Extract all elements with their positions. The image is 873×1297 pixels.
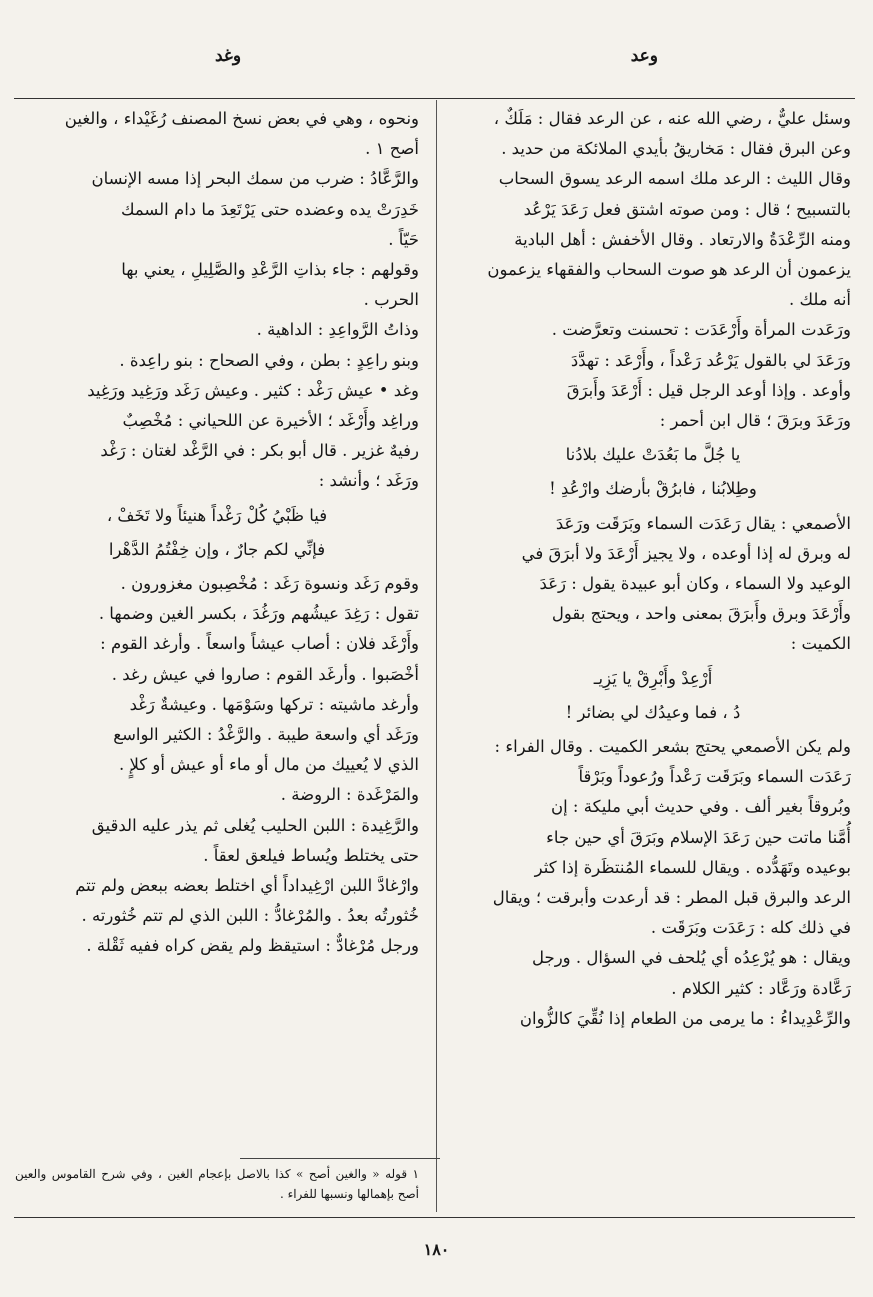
verse-line: فإنِّي لكم جارٌ ، وإن خِفْتُمُ الدَّهْرا xyxy=(108,539,326,559)
left-line: وبنو راعِدٍ : بطن ، وفي الصحاح : بنو راعِدة . xyxy=(119,350,419,370)
footnote: ١ قوله « والغين أصح » كذا بالاصل بإعجام الغين ، وفي شرح القاموس والعين أصح بإهمالها ونسبها للفراء . xyxy=(15,1167,419,1201)
verse-line: أَرْعِدْ وأَبْرِقْ يا يَزِيـ xyxy=(593,668,713,688)
left-line: والرَّغِيدة : اللبن الحليب يُغلى ثم يذر عليه الدقيق xyxy=(91,815,419,835)
left-line: وأرغد ماشيته : تركها وسَوْمَها . وعيشةٌ رَغْد xyxy=(129,694,419,714)
right-line: الكميت : xyxy=(790,634,851,654)
left-line: أخْصَبوا . وأرغَد القوم : صاروا في عيش رغد . xyxy=(111,664,419,684)
left-line: ورجل مُرْغادٌّ : استيقظ ولم يقض كراه ففيه ثَقْلة . xyxy=(86,936,419,956)
verse-line: دُ ، فما وعيدُك لي بضائر ! xyxy=(565,702,741,722)
left-line: الحرب . xyxy=(363,290,419,310)
right-line: بالتسبيح ؛ قال : ومن صوته اشتق فعل رَعَدَ يَرْعُد xyxy=(523,199,851,219)
right-line: وسئل عليٌّ ، رضي الله عنه ، عن الرعد فقال : مَلَكٌ ، xyxy=(493,109,851,128)
right-line: الأصمعي : يقال رَعَدَت السماء وبَرَقَت ورَعَدَ xyxy=(555,513,851,533)
left-line: والمَرْغَدة : الروضة . xyxy=(280,785,419,805)
right-line: له وبرق له إذا أوعده ، ولا يجيز أَرْعَدَ ولا أبرَقَ في xyxy=(521,543,851,563)
page-number: ١٨٠ xyxy=(423,1240,450,1259)
left-line: وراغِد وأَرْغَد ؛ الأخيرة عن اللحياني : مُخْصِبٌ xyxy=(122,411,419,431)
right-line: يزعمون أن الرعد هو صوت السحاب والفقهاء يزعمون xyxy=(487,260,851,280)
left-line: حَيّاً . xyxy=(388,229,419,249)
right-line: الرعد والبرق قبل المطر : قد أرعدت وأبرقت ؛ ويقال xyxy=(492,888,851,908)
left-line: حتى يختلط ويُساط فيلعق لعقاً . xyxy=(203,845,419,865)
right-line: وأَرْعَدَ وبرق وأَبرَقَ بمعنى واحد ، ويحتج بقول xyxy=(551,604,851,624)
right-column xyxy=(455,104,851,1034)
right-line: أُمَّنا ماتت حين رَعَدَ الإسلام وبَرَقَ أي حين جاء xyxy=(546,827,851,847)
left-line: ونحوه ، وهي في بعض نسخ المصنف رُغَيْداء ، والغين xyxy=(64,109,419,128)
left-line: رفيهٌ غزير . قال أبو بكر : في الرَّغْد لغتان : رَغْد xyxy=(100,441,419,461)
column-divider xyxy=(436,100,437,1212)
left-line: تقول : رَغِدَ عيشُهم ورَغُدَ ، بكسر الغين وضمها . xyxy=(98,604,419,624)
left-line: وقوم رَغَد ونسوة رَغَد : مُخْصِبون مغزورون . xyxy=(120,574,419,594)
right-line: ورَعَدَ وبرَقَ ؛ قال ابن أحمر : xyxy=(659,411,851,431)
footnote-rule xyxy=(240,1158,440,1159)
left-line: وقولهم : جاء بذاتِ الرَّعْدِ والصَّلِيلِ ، يعني بها xyxy=(121,260,419,280)
right-line: أنه ملك . xyxy=(789,290,851,310)
left-column xyxy=(15,104,419,962)
right-line: ويقال : هو يُرْعِدُه أي يُلحف في السؤال . ورجل xyxy=(532,948,851,968)
right-line: وعن البرق فقال : مَخاريقُ بأيدي الملائكة من حديد . xyxy=(501,139,851,159)
left-line: والرَّعَّادُ : ضرب من سمك البحر إذا مسه الإنسان xyxy=(91,169,419,189)
verse-line: وطِلابُنا ، فابرُقْ بأرضك وارْعُدِ ! xyxy=(549,479,757,499)
left-line: ورَغَد أي واسعة طيبة . والرَّغْدُ : الكثير الواسع xyxy=(113,725,419,745)
right-line: وأوعد . وإذا أوعد الرجل قيل : أَرْعَدَ وأَبرَقَ xyxy=(566,380,851,400)
left-line: وارْغادَّ اللبن ارْغِيداداً أي اختلط بعضه ببعض ولم تتم xyxy=(75,876,419,896)
left-line: ورَغَد ؛ وأنشد : xyxy=(318,471,419,491)
right-line: ولم يكن الأصمعي يحتج بشعر الكميت . وقال الفراء : xyxy=(494,737,851,757)
left-line: خُثورتُه بعدُ . والمُرْغادُّ : اللبن الذي لم تتم خُثورته . xyxy=(81,906,419,926)
left-line: وذاتُ الرَّواعِدِ : الداهية . xyxy=(256,320,419,340)
footer-rule xyxy=(14,1217,855,1218)
right-line: رَعَدَت السماء وبَرَقَت رَعْداً ورُعوداً وبَرْقاً xyxy=(578,767,851,787)
left-line: أصح ١ . xyxy=(365,139,419,159)
left-line: الذي لا يُعييك من مال أو ماء أو عيش أو كلإٍ . xyxy=(118,755,419,775)
left-line: وغد • عيش رَغْد : كثير . وعيش رَغَد ورَغِيد ورَغِيد xyxy=(87,380,419,400)
left-line: وأَرْغَد فلان : أصاب عيشاً واسعاً . وأرغد القوم : xyxy=(100,634,419,654)
right-line: الوعيد ولا السماء ، وكان أبو عبيدة يقول : رَعَدَ xyxy=(539,574,851,594)
right-line: ورَعَدت المرأة وأَرْعَدَت : تحسنت وتعرَّضت . xyxy=(551,320,851,340)
verse-line: فيا ظَبْيُ كُلْ رَغْداً هنيئاً ولا تَخَفْ ، xyxy=(106,505,328,525)
right-line: ورَعَدَ لي بالقول يَرْعُد رَعْداً ، وأَرْعَد : تهدَّدَ xyxy=(570,350,851,370)
header-rule xyxy=(14,98,855,99)
right-line: في ذلك كله : رَعَدَت وبَرَقَت . xyxy=(650,918,851,938)
right-line: والرِّعْدِيداءُ : ما يرمى من الطعام إذا نُقِّيَ كالزُّوان xyxy=(519,1008,851,1028)
verse-line: يا جُلَّ ما بَعُدَتْ عليك بلادُنا xyxy=(565,445,741,465)
header-headword-right: وعد xyxy=(630,46,658,66)
right-line: وبُروقاً بغير ألف . وفي حديث أبي مليكة : إن xyxy=(550,797,851,817)
right-line: وقال الليث : الرعد ملك اسمه الرعد يسوق السحاب xyxy=(498,169,851,189)
right-line: بوعيده وتَهَدُّده . ويقال للسماء المُنتظَرة إذا كثر xyxy=(534,857,851,877)
left-line: خَدِرَتْ يده وعضده حتى يَرْتَعِدَ ما دام السمك xyxy=(120,199,419,219)
header-headword-left: وغد xyxy=(215,46,242,66)
right-line: رَعَّادة ورَعَّاد : كثير الكلام . xyxy=(671,978,851,998)
page-header xyxy=(0,40,873,80)
right-line: ومنه الرِّعْدَةُ والارتعاد . وقال الأخفش : أهل البادية xyxy=(514,229,851,249)
